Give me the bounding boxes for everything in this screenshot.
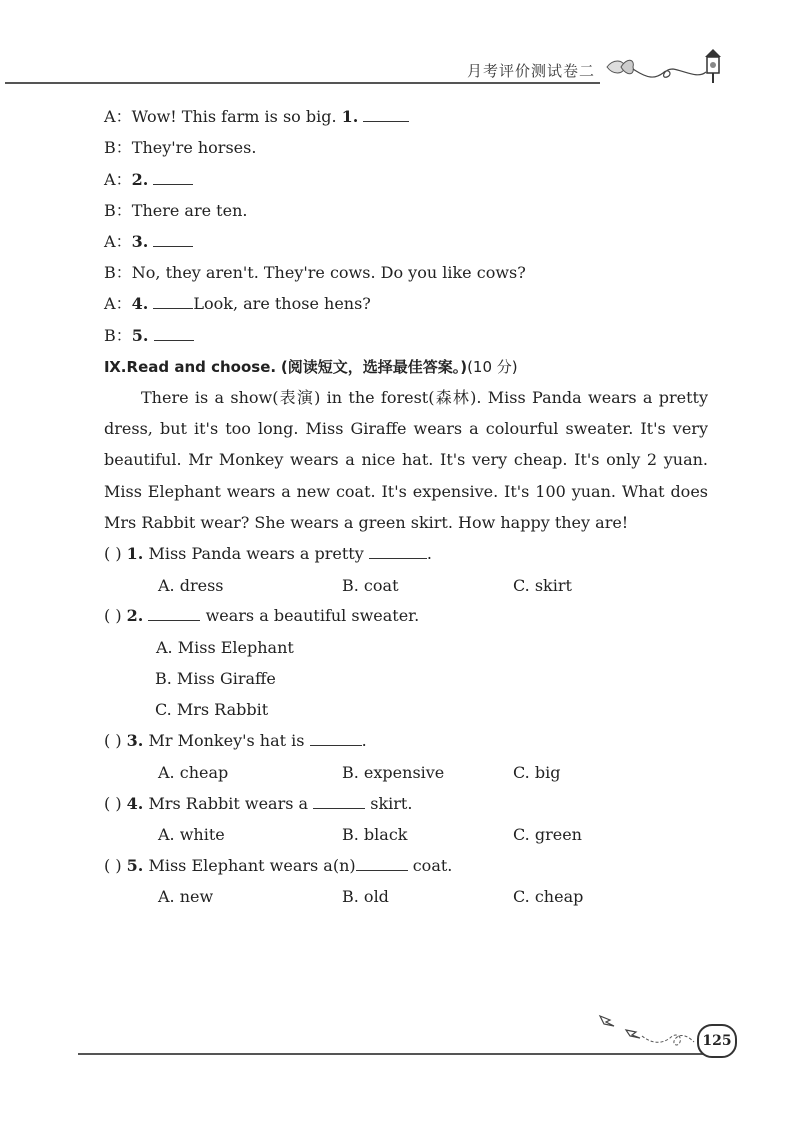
- q5-option-a[interactable]: A. new: [158, 887, 214, 906]
- footer-rule: [78, 1053, 708, 1055]
- q4-option-c[interactable]: C. green: [513, 825, 582, 844]
- question-blank-3[interactable]: [310, 731, 362, 746]
- question-blank-2[interactable]: [148, 606, 200, 621]
- question-blank-5[interactable]: [356, 856, 408, 871]
- q5-option-b[interactable]: B. old: [342, 887, 389, 906]
- answer-paren-2[interactable]: ( ): [104, 606, 122, 625]
- reading-passage: There is a show(表演) in the forest(森林). Miss Panda wears a pretty dress, but it's too long. Miss Giraffe wears a colourful sweater. It's very beautiful. Mr Monkey wears a nice hat. It's very cheap. It's only 2 yuan. Miss Elephant wears a new coat. It's expensive. It's 100 yuan. What does Mrs Rabbit wear? She wears a green skirt. How happy they are!: [104, 388, 708, 532]
- q2-option-b[interactable]: B. Miss Giraffe: [155, 669, 276, 688]
- q1-option-b[interactable]: B. coat: [342, 576, 399, 595]
- q3-option-c[interactable]: C. big: [513, 763, 561, 782]
- dialogue-line-2: B：They're horses.: [104, 138, 257, 157]
- q1-option-a[interactable]: A. dress: [158, 576, 224, 595]
- answer-paren-5[interactable]: ( ): [104, 856, 122, 875]
- q1-option-c[interactable]: C. skirt: [513, 576, 572, 595]
- question-1: ( ) 1. Miss Panda wears a pretty .: [104, 544, 432, 563]
- dialogue-line-4: B：There are ten.: [104, 201, 248, 220]
- q2-option-a[interactable]: A. Miss Elephant: [156, 638, 294, 657]
- question-3: ( ) 3. Mr Monkey's hat is .: [104, 731, 367, 750]
- answer-paren-3[interactable]: ( ): [104, 731, 122, 750]
- header-title: 月考评价测试卷二: [467, 62, 596, 80]
- q2-option-c[interactable]: C. Mrs Rabbit: [155, 700, 269, 719]
- dialogue-line-3: A：2.: [104, 170, 193, 190]
- q4-option-a[interactable]: A. white: [158, 825, 225, 844]
- header-rule: [5, 82, 600, 84]
- dialogue-line-7: A：4. Look, are those hens?: [104, 294, 371, 313]
- answer-paren-1[interactable]: ( ): [104, 544, 122, 563]
- answer-paren-4[interactable]: ( ): [104, 794, 122, 813]
- butterfly-lantern-icon: [603, 45, 728, 90]
- answer-blank-5[interactable]: [154, 326, 194, 341]
- section-heading: Ⅸ.Read and choose. (阅读短文，选择最佳答案。)(10 分): [104, 358, 518, 376]
- dialogue-line-8: B：5.: [104, 326, 194, 346]
- question-blank-1[interactable]: [369, 544, 427, 559]
- page-number: 125: [697, 1024, 737, 1058]
- birds-trail-icon: [596, 1008, 696, 1048]
- q4-option-b[interactable]: B. black: [342, 825, 408, 844]
- question-4: ( ) 4. Mrs Rabbit wears a skirt.: [104, 794, 413, 813]
- dialogue-line-6: B：No, they aren't. They're cows. Do you like cows?: [104, 263, 526, 282]
- answer-blank-2[interactable]: [153, 170, 193, 185]
- dialogue-line-1: A：Wow! This farm is so big. 1.: [104, 107, 409, 127]
- question-2: ( ) 2. wears a beautiful sweater.: [104, 606, 420, 625]
- q5-option-c[interactable]: C. cheap: [513, 887, 584, 906]
- q3-option-b[interactable]: B. expensive: [342, 763, 445, 782]
- answer-blank-3[interactable]: [153, 232, 193, 247]
- q3-option-a[interactable]: A. cheap: [158, 763, 229, 782]
- question-blank-4[interactable]: [313, 794, 365, 809]
- answer-blank-1[interactable]: [363, 107, 409, 122]
- question-5: ( ) 5. Miss Elephant wears a(n) coat.: [104, 856, 453, 875]
- dialogue-line-5: A：3.: [104, 232, 193, 252]
- answer-blank-4[interactable]: [153, 294, 193, 309]
